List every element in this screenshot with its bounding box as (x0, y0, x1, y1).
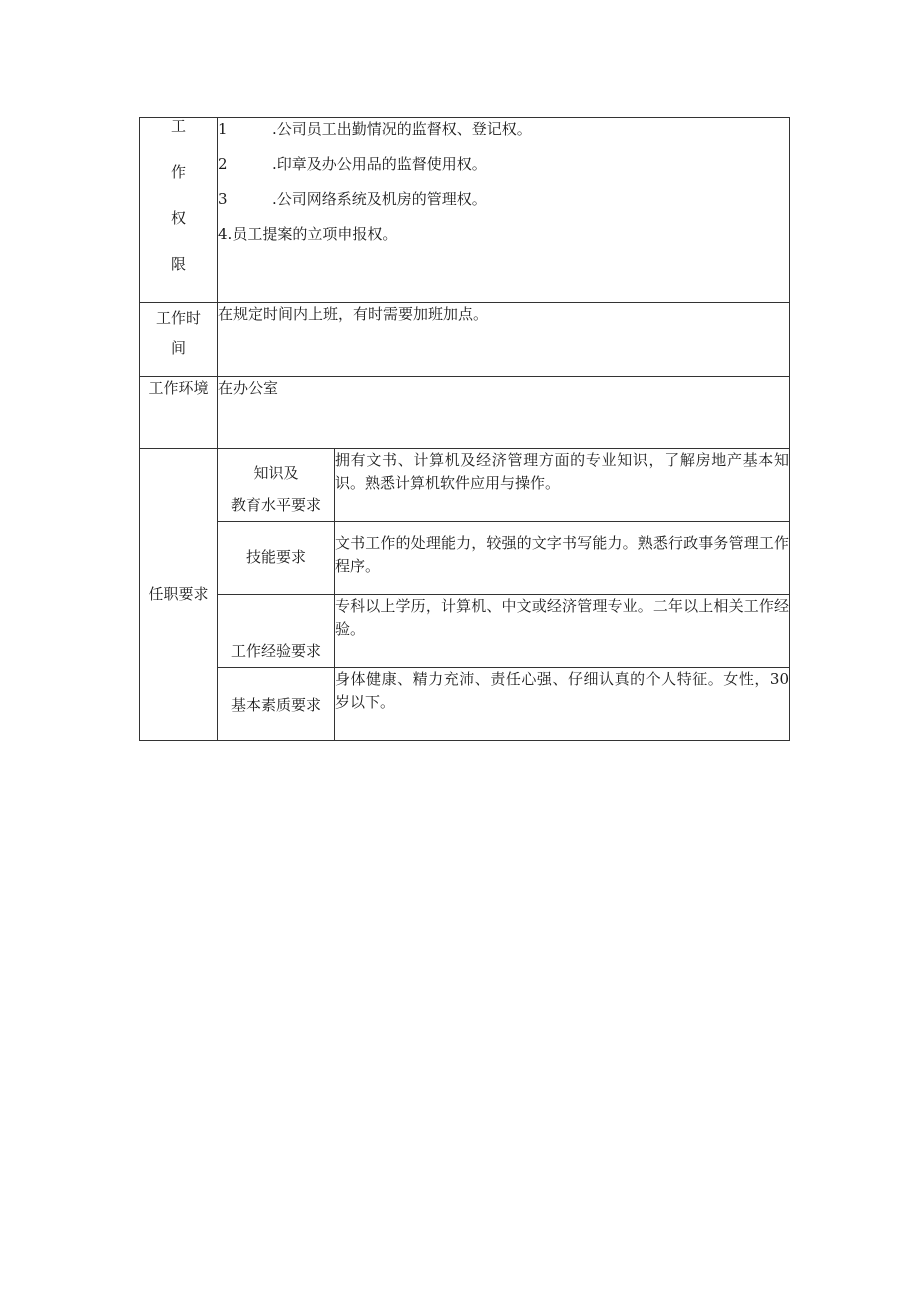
authority-item-number: 2 (218, 155, 228, 173)
authority-content (218, 118, 790, 303)
authority-item-text: .员工提案的立项申报权。 (227, 225, 398, 243)
quality-label: 基本素质要求 (218, 668, 335, 741)
authority-label-char: 作 (170, 163, 186, 181)
knowledge-label-line: 教育水平要求 (230, 496, 321, 514)
authority-item-number: 1 (218, 120, 228, 138)
quality-text: 身体健康、精力充沛、责任心强、仔细认真的个人特征。女性，30岁以下。 (335, 668, 790, 741)
knowledge-label (218, 449, 335, 522)
hours-text: 在规定时间内上班，有时需要加班加点。 (218, 303, 790, 377)
skill-label: 技能要求 (218, 522, 335, 595)
authority-item (218, 223, 789, 258)
skill-text: 文书工作的处理能力，较强的文字书写能力。熟悉行政事务管理工作程序。 (335, 522, 790, 595)
experience-label: 工作经验要求 (218, 595, 335, 668)
authority-item (218, 118, 789, 153)
authority-label-char: 限 (170, 255, 186, 273)
hours-label-line: 工作时 (155, 309, 201, 327)
environment-text: 在办公室 (218, 377, 790, 449)
requirement-row-quality (140, 668, 790, 741)
authority-item (218, 153, 789, 188)
knowledge-label-line: 知识及 (253, 464, 299, 482)
authority-item-number: 4 (218, 225, 228, 243)
environment-row (140, 377, 790, 449)
experience-text: 专科以上学历，计算机、中文或经济管理专业。二年以上相关工作经验。 (335, 595, 790, 668)
authority-label-char: 工 (170, 117, 186, 135)
authority-item-text: .印章及办公用品的监督使用权。 (272, 155, 487, 173)
authority-item-text: .公司员工出勤情况的监督权、登记权。 (272, 120, 532, 138)
requirement-row-experience (140, 595, 790, 668)
hours-label (140, 303, 218, 377)
authority-label (140, 118, 218, 303)
authority-item-text: .公司网络系统及机房的管理权。 (272, 190, 487, 208)
authority-row (140, 118, 790, 303)
requirement-row-skill (140, 522, 790, 595)
job-description-table (139, 117, 790, 741)
authority-item (218, 188, 789, 223)
authority-label-char: 权 (170, 209, 186, 227)
knowledge-text: 拥有文书、计算机及经济管理方面的专业知识，了解房地产基本知识。熟悉计算机软件应用与操作。 (335, 449, 790, 522)
requirements-label: 任职要求 (140, 449, 218, 741)
hours-label-line: 间 (170, 339, 186, 357)
authority-item-number: 3 (218, 190, 228, 208)
requirement-row-knowledge (140, 449, 790, 522)
environment-label: 工作环境 (140, 377, 218, 449)
hours-row (140, 303, 790, 377)
